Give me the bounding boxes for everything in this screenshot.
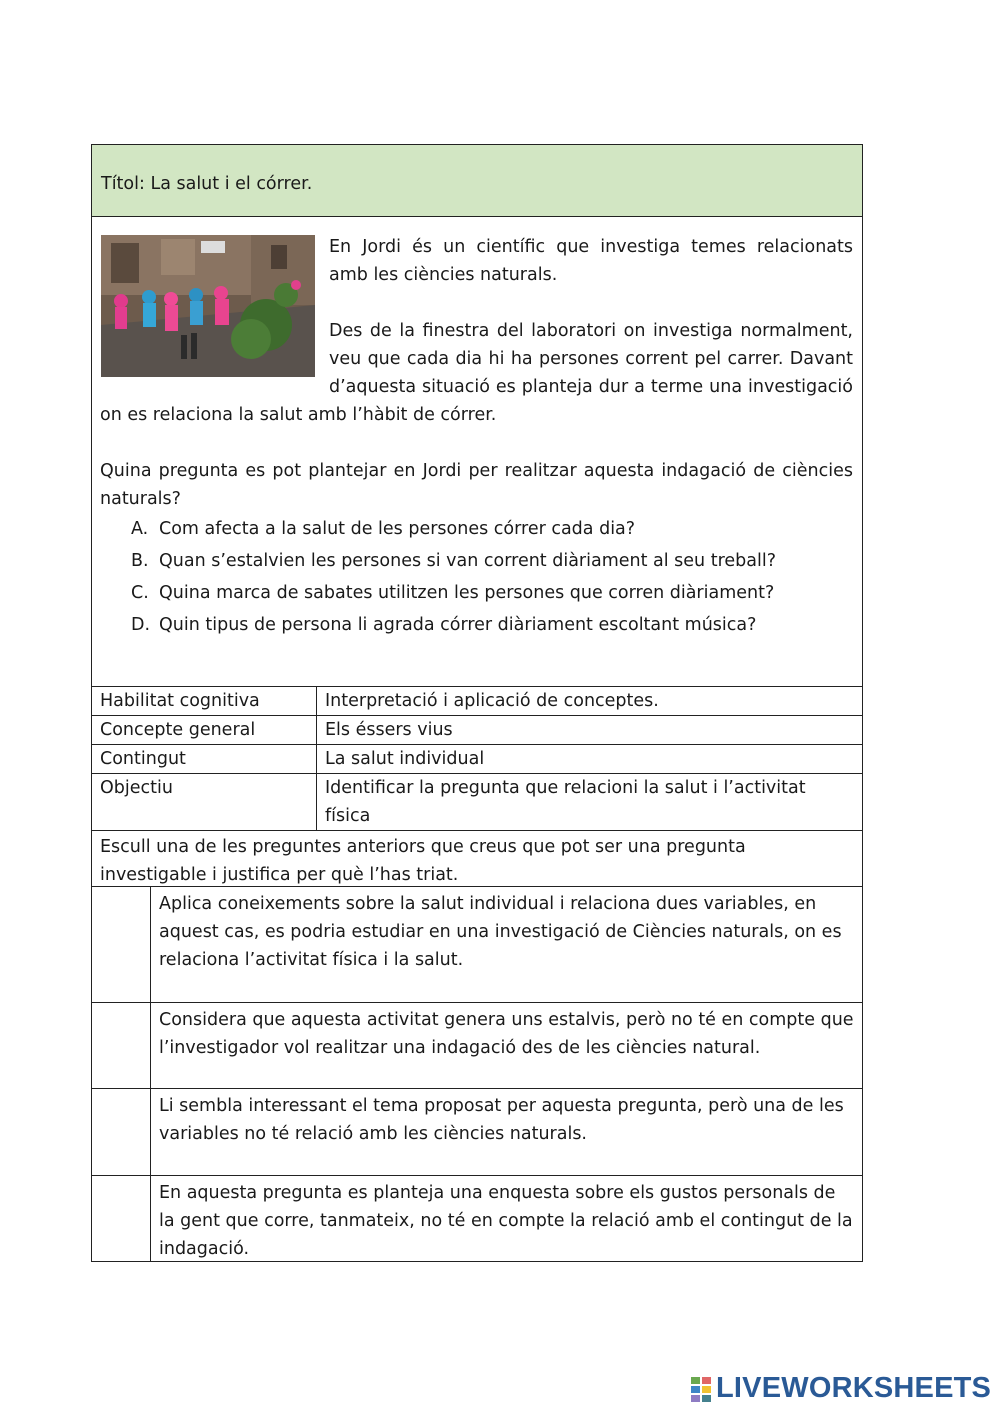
title-row [92,145,862,217]
answer-text-4: En aquesta pregunta es planteja una enquesta sobre els gustos personals de la gent que corre, tanmateix, no té en compte la relació amb el contingut de la indagació. [159,1183,853,1259]
answer-row [92,1003,862,1089]
worksheet-title: Títol: La salut i el córrer. [101,174,313,194]
liveworksheets-logo[interactable] [690,1372,991,1405]
table-row [92,687,862,716]
option-a[interactable]: A. Com afecta a la salut de les persones córrer cada dia? [131,519,636,539]
liveworksheets-logo-icon [690,1375,712,1403]
brand-name: LIVEWORKSHEETS [716,1372,992,1404]
instruction-text: Escull una de les preguntes anteriors que creus que pot ser una pregunta investigable i justifica per què l’has triat. [92,831,862,887]
info-value: La salut individual [317,745,863,774]
answer-text-3: Li sembla interessant el tema proposat per aquesta pregunta, però una de les variables no té relació amb les ciències naturals. [159,1096,844,1144]
option-b[interactable]: B. Quan s’estalvien les persones si van corrent diàriament al seu treball? [131,551,776,571]
answer-checkbox-3[interactable] [92,1089,151,1175]
info-label: Concepte general [92,716,317,745]
info-label: Objectiu [92,774,317,831]
info-table [92,687,862,831]
info-value: Identificar la pregunta que relacioni la salut i l’activitat física [317,774,863,831]
answer-row [92,887,862,1003]
intro-paragraph-2: Des de la finestra del laboratori on investiga normalment, veu que cada dia hi ha persones corrent pel carrer. Davant d’aquesta situació es planteja dur a terme una investigació on es relaciona la salut amb l’hàbit de córrer. [100,321,853,425]
problem-section [92,217,862,687]
question-text: Quina pregunta es pot plantejar en Jordi per realitzar aquesta indagació de ciències naturals? [100,461,853,509]
answers-list [92,887,862,1261]
info-label: Contingut [92,745,317,774]
options-list [100,515,853,643]
info-value: Interpretació i aplicació de conceptes. [317,687,863,716]
worksheet [91,144,863,1262]
info-value: Els éssers vius [317,716,863,745]
answer-row [92,1089,862,1176]
answer-text-1: Aplica coneixements sobre la salut individual i relaciona dues variables, en aquest cas, es podria estudiar en una investigació de Ciències naturals, on es relaciona l’activitat física i la salut. [159,894,842,970]
table-row [92,745,862,774]
answer-row [92,1176,862,1261]
option-d[interactable]: D. Quin tipus de persona li agrada córrer diàriament escoltant música? [131,615,757,635]
answer-checkbox-4[interactable] [92,1176,151,1261]
option-c[interactable]: C. Quina marca de sabates utilitzen les persones que corren diàriament? [131,583,775,603]
table-row [92,716,862,745]
table-row [92,774,862,831]
answer-checkbox-2[interactable] [92,1003,151,1088]
info-label: Habilitat cognitiva [92,687,317,716]
answer-checkbox-1[interactable] [92,887,151,1002]
intro-paragraph-1: En Jordi és un científic que investiga temes relacionats amb les ciències naturals. [329,237,853,285]
runners-photo [101,235,315,377]
answer-text-2: Considera que aquesta activitat genera uns estalvis, però no té en compte que l’investigador vol realitzar una indagació des de les ciències natural. [159,1010,854,1058]
